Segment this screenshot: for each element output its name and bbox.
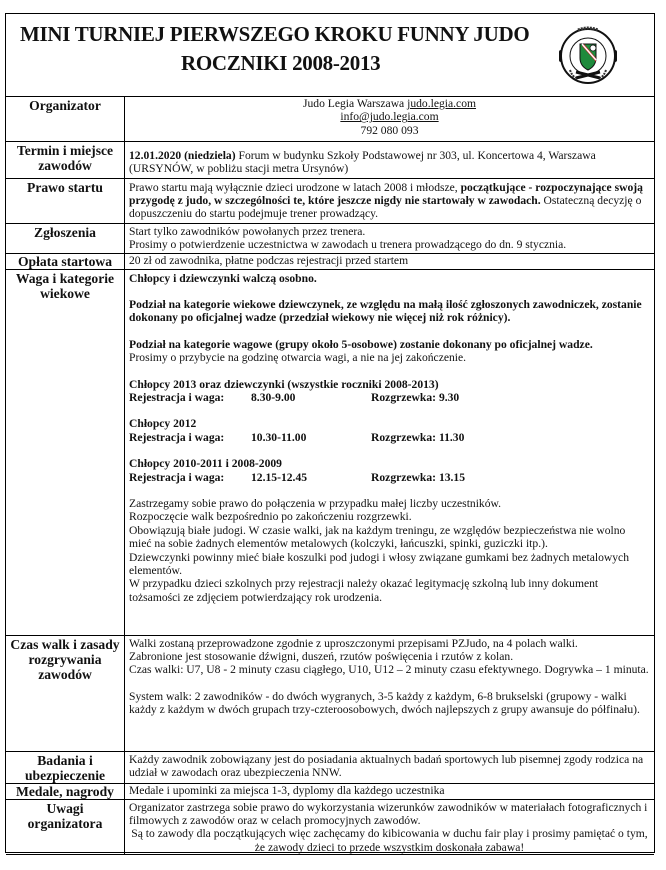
schedule-group: Chłopcy 2012 Rejestracja i waga: 10.30-11.00 Rozgrzewka: 11.30 [129,417,465,444]
title-line-2: ROCZNIKI 2008-2013 [181,51,381,75]
tournament-document [5,13,655,853]
row-label: Medale, nagrody [6,783,125,799]
note: Obowiązują białe judogi. W czasie walki, jak na każdym treningu, ze względów bezpieczeństwa nie wolno mieć na sobie żadnych elementów metalowych (kolczyki, łańcuszki, spinki, guziczki itp.). [129,523,626,551]
note: Rozpoczęcie walk bezpośrednio po zakończeniu rozgrzewki. [129,510,412,524]
row-value [125,141,655,178]
row-value: Prawo startu mają wyłącznie dzieci urodzone w latach 2008 i młodsze, początkujące - rozpoczynające swoją przygodę z judo, w szczególności te, które jeszcze nigdy nie startowały w zawodach. Ostateczną decyzję o dopuszczeniu do startu podejmuje trener prowadzący. [125,178,655,223]
row-badania [6,751,654,783]
row-value: Judo Legia Warszawa judo.legia.com info@judo.legia.com 792 080 093 [125,97,655,141]
row-value: Medale i upominki za miejsca 1-3, dyplomy dla każdego uczestnika [125,783,655,799]
row-label: Organizator [6,97,125,141]
note: Zastrzegamy sobie prawo do połączenia w przypadku małej liczby uczestników. [129,496,502,510]
row-label: Zgłoszenia [6,223,125,253]
row-medale [6,783,654,799]
row-label: Waga i kategorie wiekowe [6,269,125,635]
row-organizator [6,97,654,141]
row-label: Opłata startowa [6,253,125,269]
row-value: 20 zł od zawodnika, płatne podczas rejestracji przed startem [125,253,655,269]
note: W przypadku dzieci szkolnych przy rejestracji należy okazać legitymację szkolną lub inny dokument tożsamości ze zdjęciem potwierdzający rok urodzenia. [129,577,599,604]
row-zgloszenia [6,223,654,253]
document-header [6,14,654,97]
row-value: Chłopcy i dziewczynki walczą osobno. Podział na kategorie wiekowe dziewczynek, ze względu na małą ilość zgłoszonych zawodniczek, zostanie dokonany po oficjalnej wadze (przedział wiekowy nie więcej niż rok różnicy). Podział na kategorie wagowe (grupy około 5-osobowe) zostanie dokonany po oficjalnej wadze. Prosimy o przybycie na godzinę otwarcia wagi, a nie na jej zakończenie. Chłopcy 2013 oraz dziewczynki (wszystkie roczniki 2008-2013) Rejestracja i waga: 8.30-9.00 Rozgrzewka: 9.30 Chłopcy 2012 Rejestracja i waga: 10.30-11.00 Rozgrzewka: 11.30 Chłopcy 2010-2011 i 2008-2009 Rejestracja i waga: 12.15-12.45 Rozgrzewka: 13.15 Zastrzegamy sobie prawo do połączenia w przypadku małej liczby uczestników. Rozpoczęcie walk bezpośrednio po zakończeniu rozgrzewki. Obowiązują białe judogi. W czasie walki, jak na każdym treningu, ze względów bezpieczeństwa nie wolno mieć na sobie żadnych elementów metalowych (kolczyki, łańcuszki, spinki, guziczki itp.). Dziewczynki powinny mieć białe koszulki pod judogi i włosy związane gumkami bez żadnych metalowych elementów. W przypadku dzieci szkolnych przy rejestracji należy okazać legitymację szkolną lub inny dokument tożsamości ze zdjęciem potwierdzający rok urodzenia. [125,269,655,635]
row-value: Organizator zastrzega sobie prawo do wykorzystania wizerunków zawodników w materiałach fotograficznych i filmowych z zawodów oraz w celach promocyjnych zawodów. Są to zawody dla początkujących więc zachęcamy do kibicowania w duchu fair play i prosimy pamiętać o tym, że zawody dzieci to przede wszystkim doskonała zabawa! [125,799,655,855]
details-table [6,97,654,855]
row-label: Uwagi organizatora [6,799,125,855]
row-uwagi [6,799,654,855]
row-label: Prawo startu [6,178,125,223]
row-label: Czas walk i zasady rozgrywania zawodów [6,635,125,751]
row-oplata [6,253,654,269]
title-line-1: MINI TURNIEJ PIERWSZEGO KROKU FUNNY JUDO [20,22,530,46]
row-czas-walk [6,635,654,751]
row-waga [6,269,654,635]
legia-warszawa-judo-logo-icon [558,24,618,88]
row-termin [6,141,654,178]
row-label: Termin i miejsce zawodów [6,141,125,178]
schedule-group: Chłopcy 2013 oraz dziewczynki (wszystkie roczniki 2008-2013) Rejestracja i waga: 8.30-9.00 Rozgrzewka: 9.30 [129,377,460,404]
row-prawo-startu [6,178,654,223]
phone-number: 792 080 093 [360,123,419,137]
row-value: Każdy zawodnik zobowiązany jest do posiadania aktualnych badań sportowych lub pisemnej zgody rodzica na udział w zawodach oraz ubezpieczenia NNW. [125,751,655,783]
row-value: Start tylko zawodników powołanych przez trenera. Prosimy o potwierdzenie uczestnictwa w zawodach u trenera prowadzącego do dn. 9 stycznia. [125,223,655,253]
email-link[interactable]: info@judo.legia.com [340,110,439,124]
website-link[interactable]: judo.legia.com [407,97,477,110]
row-label: Badania i ubezpieczenie [6,751,125,783]
note: Dziewczynki powinny mieć białe koszulki pod judogi i włosy związane gumkami bez żadnych metalowych elementów. [129,550,629,577]
schedule-group: Chłopcy 2010-2011 i 2008-2009 Rejestracja i waga: 12.15-12.45 Rozgrzewka: 13.15 [129,457,466,484]
event-date: 12.01.2020 (niedziela) [129,148,236,162]
row-value: Walki zostaną przeprowadzone zgodnie z uproszczonymi przepisami PZJudo, na 4 polach walki. Zabronione jest stosowanie dźwigni, duszeń, rzutów poświęcenia i rzutów z kolan. Czas walki: U7, U8 - 2 minuty czasu ciągłego, U10, U12 – 2 minuty czasu efektywnego. Dogrywka – 1 minuta. System walk: 2 zawodników - do dwóch wygranych, 3-5 każdy z każdym, 6-8 brukselski (grupowy - walki każdy z każdym w dwóch grupach trzy-czteroosobowych, dwóch najlepszych z grupy awansuje do półfinału). [125,635,655,751]
event-location: Forum w budynku Szkoły Podstawowej nr 303, ul. Koncertowa 4, Warszawa (URSYNÓW, w pobliżu stacji metra Ursynów) [129,148,596,175]
